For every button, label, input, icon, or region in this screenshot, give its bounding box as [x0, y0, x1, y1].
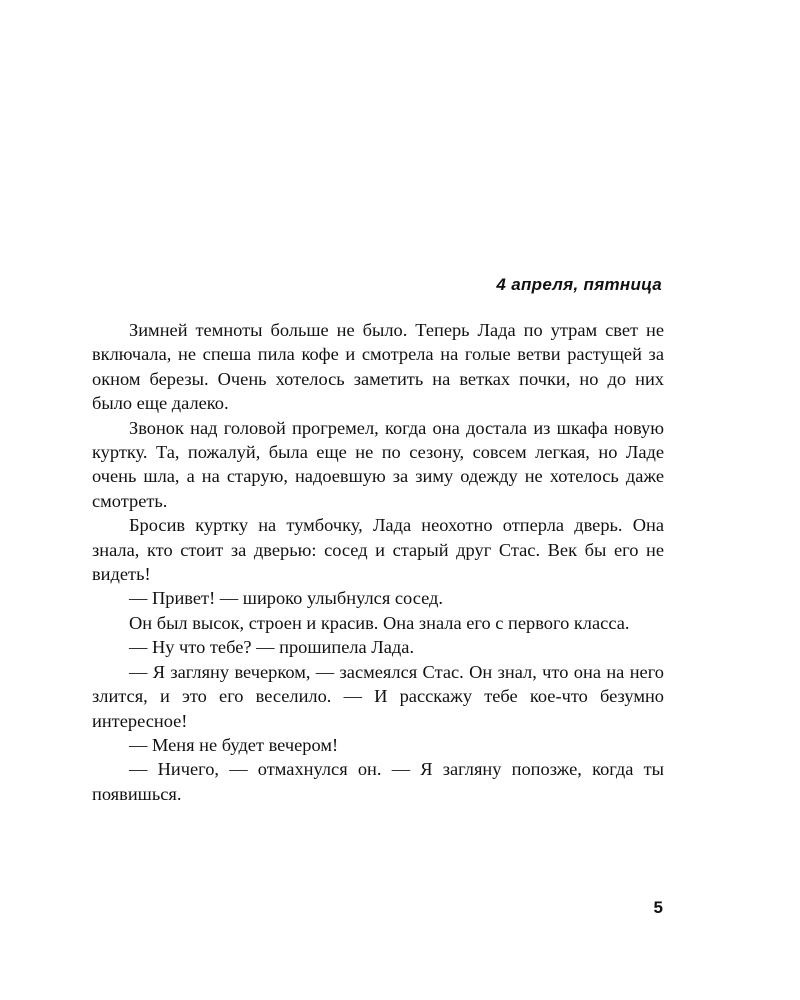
paragraph: Он был высок, строен и красив. Она знала его с первого класса. [129, 612, 630, 633]
paragraph: — Привет! — широко улыбнулся сосед. [129, 588, 443, 609]
body-text [92, 318, 664, 806]
paragraph: Бросив куртку на тумбочку, Лада неохотно отперла дверь. Она знала, кто стоит за дверью: сосед и старый друг Стас. Век бы его не видеть! [92, 515, 664, 585]
paragraph: — Меня не будет вечером! [129, 734, 339, 755]
paragraph: — Я загляну вечерком, — засмеялся Стас. Он знал, что она на него злится, и это его веселило. — И расскажу тебе кое-что безумно интересное! [92, 661, 664, 731]
chapter-date-heading: 4 апреля, пятница [496, 275, 662, 294]
paragraph: — Ну что тебе? — прошипела Лада. [129, 637, 415, 658]
paragraph: Зимней темноты больше не было. Теперь Лада по утрам свет не включала, не спеша пила кофе и смотрела на голые ветви растущей за окном березы. Очень хотелось заметить на ветках почки, но до них было еще далеко. [92, 320, 664, 414]
paragraph: Звонок над головой прогремел, когда она достала из шкафа новую куртку. Та, пожалуй, была еще не по сезону, совсем легкая, но Ладе очень шла, а на старую, надоевшую за зиму одежду не хотелось даже смотреть. [92, 417, 664, 511]
paragraph: — Ничего, — отмахнулся он. — Я загляну попозже, когда ты появишься. [92, 759, 664, 804]
page-number: 5 [653, 898, 663, 917]
